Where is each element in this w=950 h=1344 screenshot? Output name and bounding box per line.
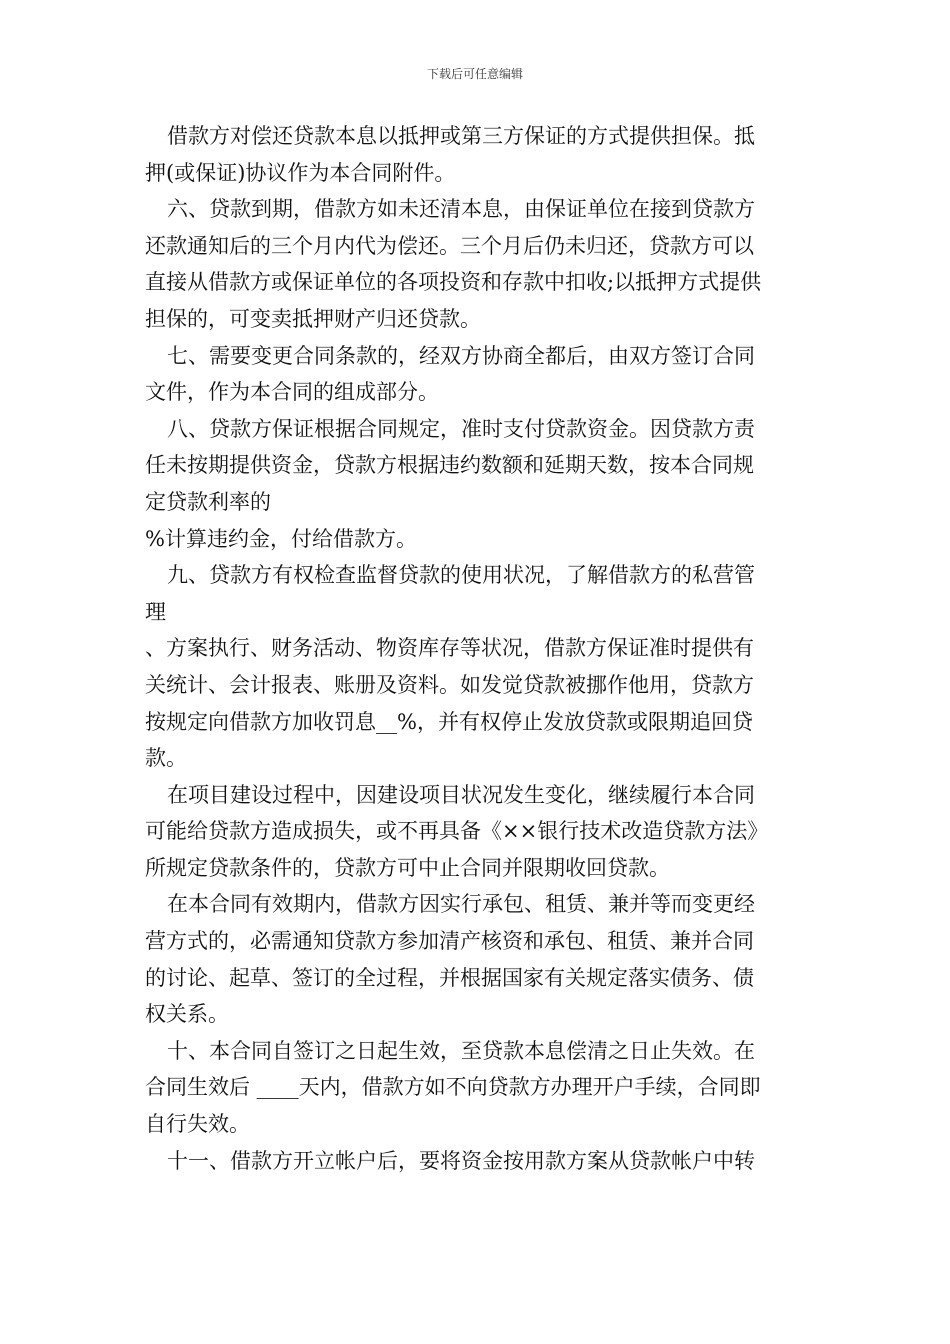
text-line: 还款通知后的三个月内代为偿还。三个月后仍未归还，贷款方可以 <box>145 233 754 258</box>
text-line: 权关系。 <box>145 1002 229 1027</box>
text-line: 十一、借款方开立帐户后，要将资金按用款方案从贷款帐户中转 <box>167 1148 755 1173</box>
text-line: %计算违约金，付给借款方。 <box>145 526 417 551</box>
document-body <box>145 118 810 1179</box>
text-line: 九、贷款方有权检查监督贷款的使用状况，了解借款方的私营管 <box>167 563 755 588</box>
text-line: 自行失效。 <box>145 1112 250 1137</box>
text-line: 七、需要变更合同条款的，经双方协商全都后，由双方签订合同 <box>167 343 755 368</box>
text-line: 关统计、会计报表、账册及资料。如发觉贷款被挪作他用，贷款方 <box>145 672 754 697</box>
text-line: 在本合同有效期内，借款方因实行承包、租赁、兼并等而变更经 <box>167 892 755 917</box>
text-line: 在项目建设过程中，因建设项目状况发生变化，继续履行本合同 <box>167 782 755 807</box>
text-line: 直接从借款方或保证单位的各项投资和存款中扣收;以抵押方式提供 <box>145 270 762 295</box>
text-line: 、方案执行、财务活动、物资库存等状况，借款方保证准时提供有 <box>145 636 754 661</box>
text-line: 十、本合同自签订之日起生效，至贷款本息偿清之日止失效。在 <box>167 1038 755 1063</box>
text-line: 六、贷款到期，借款方如未还清本息，由保证单位在接到贷款方 <box>167 197 755 222</box>
text-line: 借款方对偿还贷款本息以抵押或第三方保证的方式提供担保。抵 <box>167 124 755 148</box>
text-line: 营方式的，必需通知贷款方参加清产核资和承包、租赁、兼并合同 <box>145 929 754 954</box>
text-line: 担保的，可变卖抵押财产归还贷款。 <box>145 306 481 331</box>
text-line: 的讨论、起草、签订的全过程，并根据国家有关规定落实债务、债 <box>145 965 754 990</box>
text-line: 合同生效后 ____天内，借款方如不向贷款方办理开户手续，合同即 <box>145 1075 761 1100</box>
text-line: 文件，作为本合同的组成部分。 <box>145 380 439 405</box>
text-line: 所规定贷款条件的，贷款方可中止合同并限期收回贷款。 <box>145 855 670 880</box>
text-line: 押(或保证)协议作为本合同附件。 <box>145 160 456 185</box>
text-line: 任未按期提供资金，贷款方根据违约数额和延期天数，按本合同规 <box>145 453 754 478</box>
text-line: 定贷款利率的 <box>145 489 271 514</box>
text-line: 按规定向借款方加收罚息__%，并有权停止发放贷款或限期追回贷 <box>145 709 753 734</box>
text-line: 八、贷款方保证根据合同规定，准时支付贷款资金。因贷款方责 <box>167 416 755 441</box>
text-line: 理 <box>145 599 166 624</box>
text-line: 款。 <box>145 746 187 771</box>
text-line: 可能给贷款方造成损失，或不再具备《××银行技术改造贷款方法》 <box>145 819 769 844</box>
page-header: 下载后可任意编辑 <box>426 67 523 81</box>
